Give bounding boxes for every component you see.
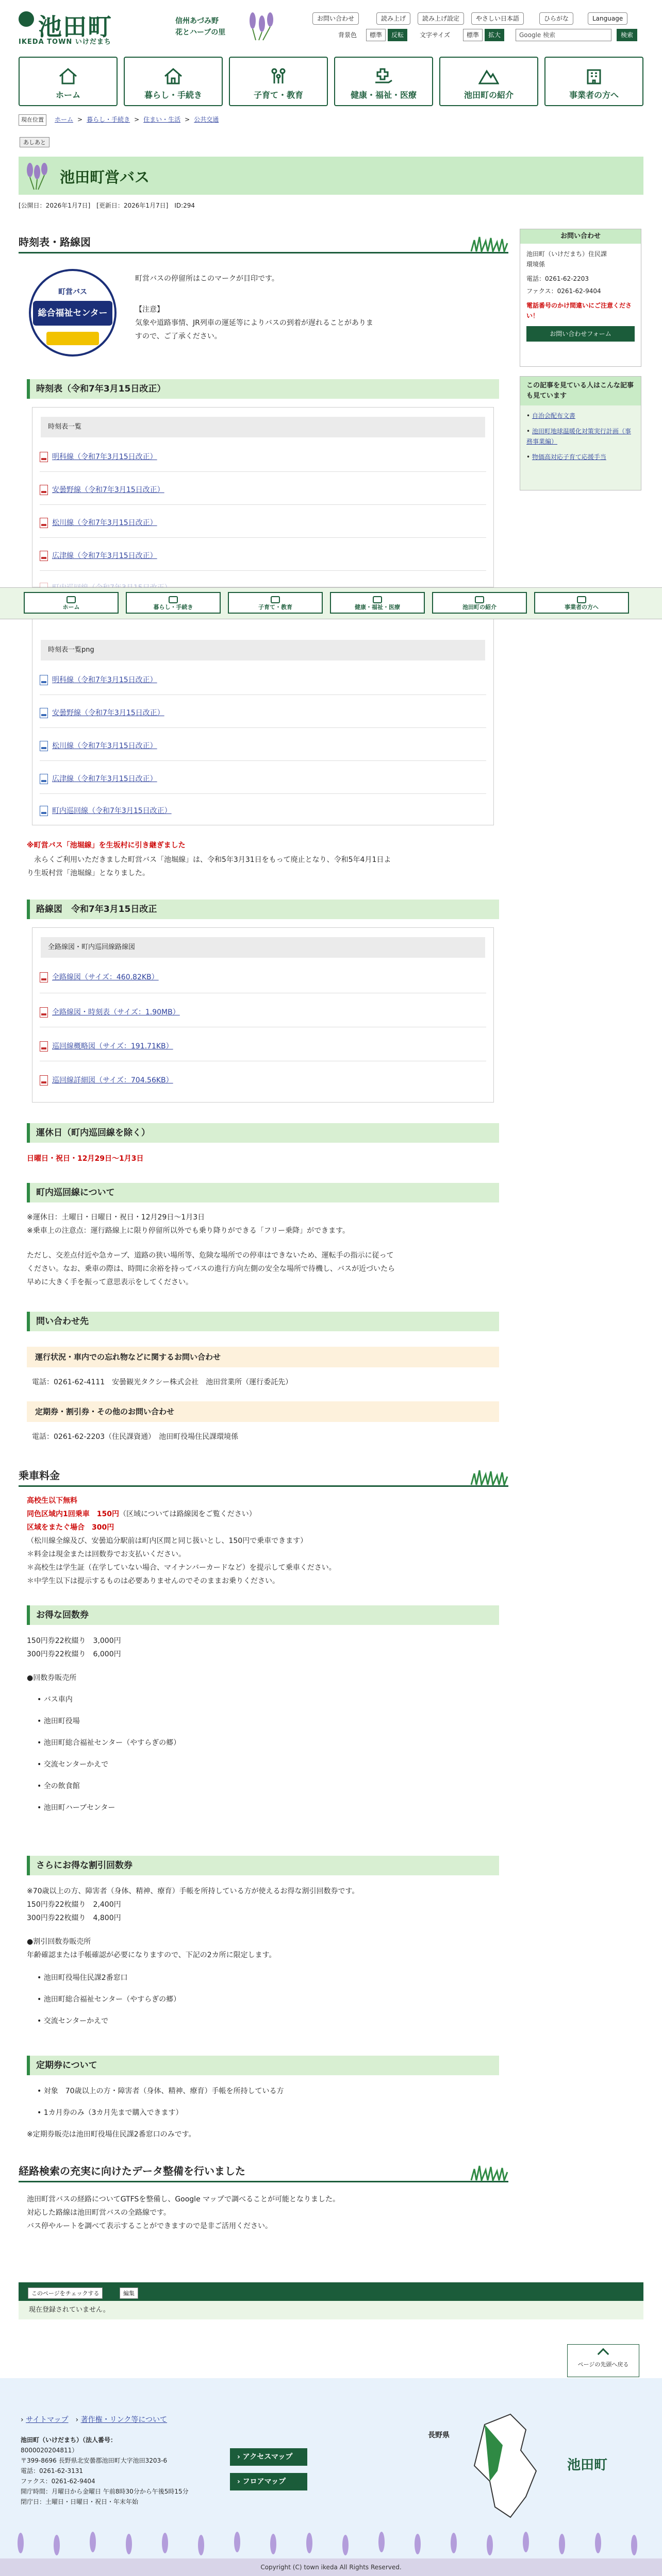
notice-text: 永らくご利用いただきました町営バス「池堀線」は、令和5年3月31日をもって廃止となり、令和5年4月1日よ (27, 856, 391, 864)
health-hand-icon (373, 67, 394, 86)
pdf-icon (40, 518, 48, 528)
lavender-field-decoration-icon (0, 2528, 662, 2558)
pdf-icon (40, 1007, 48, 1018)
list-item: • 池田町役場 (37, 1717, 80, 1725)
sidebar-related (520, 376, 641, 490)
bg-standard-button[interactable]: 標準 (366, 29, 386, 41)
image-file-icon (40, 806, 48, 816)
related-link[interactable]: • 物価高対応子育て応援手当 (526, 453, 606, 461)
contact-tel: 電話：0261-62-2203（住民課資通） 池田町役場住民課環境係 (32, 1433, 239, 1441)
pdf-icon (40, 972, 48, 982)
bus-stop-text: 町営バスの停留所はこのマークが目印です。 (135, 275, 279, 283)
image-file-icon (40, 708, 48, 718)
bg-invert-button[interactable]: 反転 (388, 29, 407, 41)
contact-fax: ファクス：0261-62-9404 (526, 287, 601, 295)
bg-color-label: 背景色 (338, 31, 357, 39)
list-item: • 交流センターかえで (37, 2017, 109, 2025)
sticky-nav-business[interactable]: 事業者の方へ (534, 592, 629, 614)
town-emblem-icon (19, 11, 34, 27)
holiday-text: 日曜日・祝日・12月29日～1月3日 (27, 1155, 144, 1163)
copyright-link[interactable]: 著作権・リンク等について (80, 2416, 168, 2424)
site-footer (0, 2378, 662, 2576)
contact-warning: 電話番号のかけ間違いにご注意ください！ (526, 302, 632, 319)
check-status: 現在登録されていません。 (19, 2301, 643, 2319)
junkai-text: ※乗車上の注意点：運行路線上に限り停留所以外でも乗り降りができる「フリー乗降」ができます。 (27, 1227, 350, 1235)
town-location-map-icon (454, 2409, 577, 2528)
sitemap-link[interactable]: サイトマップ (26, 2416, 69, 2424)
timetable-list-panel (32, 407, 494, 587)
sidebar-contact (520, 229, 641, 367)
search-input[interactable]: Google 検索 (516, 29, 611, 41)
png-link[interactable]: 安曇野線（令和7年3月15日改正） (40, 707, 164, 719)
pdf-icon (40, 1075, 48, 1086)
contact-tel: 電話：0261-62-4111 安曇観光タクシー株式会社 池田営業所（運行委託先） (32, 1378, 293, 1386)
list-item: • 交流センターかえで (37, 1760, 109, 1769)
contact-dept: 環境係 (526, 261, 545, 268)
junkai-text: ください。なお、乗車の際は、時間に余裕を持ってバスの進行方向左側の安全な場所で待機し、バスが近づいたら (27, 1265, 395, 1273)
fare-line: （松川線全線及び、安曇追分駅前は町内区間と同じ扱いとし、150円で乗車できます） (27, 1537, 308, 1545)
sticky-nav-about[interactable]: 池田町の紹介 (432, 592, 527, 614)
related-heading: この記事を見ている人はこんな記事も見ています (520, 377, 641, 405)
sticky-nav-life[interactable]: 暮らし・手続き (126, 592, 221, 614)
fare-line: ＊料金は現金または回数券でお支払いください。 (27, 1550, 186, 1558)
gtfs-text: バス停やルートを調べて表示することができますので是非ご活用ください。 (27, 2222, 272, 2230)
home-life-icon (163, 67, 184, 86)
contact-subheading: 定期券・割引券・その他のお問い合わせ (27, 1401, 499, 1422)
check-page-button[interactable]: このページをチェックする (28, 2287, 103, 2299)
page-title: 池田町営バス (60, 168, 150, 186)
gtfs-text: 対応した路線は池田町営バスの全路線です。 (27, 2209, 171, 2217)
pdf-link[interactable]: 広津線（令和7年3月15日改正） (40, 550, 157, 562)
list-item: • 池田町総合福祉センター（やすらぎの郷） (37, 1995, 181, 2004)
image-file-icon (40, 675, 48, 685)
family-icon (268, 67, 289, 86)
section-heading: 乗車料金 (19, 1466, 508, 1487)
fare-line: 同色区域内1回乗車 150円（区域については路線図をご覧ください） (27, 1510, 256, 1518)
breadcrumb-life[interactable]: 暮らし・手続き (87, 116, 130, 123)
grass-decoration-icon (470, 235, 508, 252)
list-heading: 時刻表一覧png (41, 640, 485, 660)
timetable-png-panel (32, 619, 494, 825)
footer-links: › サイトマップ › 著作権・リンク等について (21, 2416, 168, 2424)
discount-sales-heading: ●割引回数券販売所 (27, 1938, 91, 1946)
prefecture-label: 長野県 (428, 2431, 450, 2439)
gtfs-text: 池田町営バスの経路についてGTFSを整備し、Google マップで調べることが可能となりました。 (27, 2195, 340, 2204)
contact-subheading: 運行状況・車内での忘れ物などに関するお問い合わせ (27, 1347, 499, 1367)
home-life-icon (169, 596, 178, 603)
lavender-icon (22, 161, 51, 191)
pdf-link[interactable]: 全路線図（サイズ：460.82KB） (40, 971, 159, 984)
lavender-icon (242, 10, 278, 41)
access-map-button[interactable]: › アクセスマップ (230, 2448, 307, 2466)
nav-home[interactable]: ホーム (19, 57, 118, 106)
image-file-icon (40, 741, 48, 751)
back-to-top-button[interactable]: ページの先頭へ戻る (567, 2344, 639, 2377)
contact-link[interactable]: お問い合わせ (312, 12, 359, 25)
pdf-link[interactable]: 安曇野線（令和7年3月15日改正） (40, 484, 164, 496)
house-icon (58, 67, 78, 86)
list-item: • 全の飲食館 (37, 1782, 80, 1790)
related-link[interactable]: • 自治会配布文書 (526, 412, 575, 419)
sticky-nav-child[interactable]: 子育て・教育 (228, 592, 323, 614)
read-aloud-link[interactable]: 読み上げ (376, 12, 410, 25)
route-transfer-notice: ※町営バス「池堀線」を生坂村に引き継ぎました (27, 841, 186, 850)
nav-about[interactable]: 池田町の紹介 (439, 57, 538, 106)
junkai-text: 早めに大きく手を振って意思表示をしてください。 (27, 1278, 193, 1286)
page-title-bar (19, 157, 643, 195)
family-icon (271, 596, 280, 603)
pdf-link[interactable]: 巡回線概略図（サイズ：191.71KB） (40, 1040, 173, 1053)
publish-dates: [公開日：2026年1月7日] [更新日：2026年1月7日] ID:294 (19, 202, 195, 209)
pdf-link[interactable]: 巡回線詳細図（サイズ：704.56KB） (40, 1074, 173, 1087)
pdf-link[interactable]: 松川線（令和7年3月15日改正） (40, 517, 157, 529)
grass-decoration-icon (470, 2164, 508, 2181)
png-link[interactable]: 明科線（令和7年3月15日改正） (40, 674, 157, 686)
commuter-pass-note: ※定期券販売は池田町役場住民課2番窓口のみです。 (27, 2130, 196, 2139)
page-check-bar (19, 2282, 643, 2301)
section-heading: 時刻表・路線図 (19, 233, 508, 253)
site-logo[interactable]: 池田町 (38, 13, 112, 41)
junkai-text: ※運休日：土曜日・日曜日・祝日・12月29日～1月3日 (27, 1213, 205, 1222)
list-item: • 対象 70歳以上の方・障害者（身体、精神、療育）手帳を所持している方 (37, 2087, 284, 2095)
breadcrumb-transport[interactable]: 公共交通 (194, 116, 219, 123)
building-icon (584, 67, 604, 86)
list-heading: 時刻表一覧 (41, 417, 485, 437)
ticket-sales-heading: ●回数券販売所 (27, 1674, 77, 1682)
route-map-heading: 路線図 令和7年3月15日改正 (27, 900, 499, 919)
ticket-heading: お得な回数券 (27, 1605, 499, 1625)
logo-subtitle: IKEDA TOWN いけだまち (19, 38, 111, 46)
note-heading: 【注意】 (135, 306, 164, 314)
nav-child[interactable]: 子育て・教育 (229, 57, 328, 106)
hiragana-link[interactable]: ひらがな (539, 12, 573, 25)
bus-stop-mark-image: 町営バス 総合福祉センター (29, 269, 117, 357)
fare-line: ＊高校生は学生証（在学していない場合、マイナンバーカードなど）を提示して乗車ください。 (27, 1564, 336, 1572)
pdf-icon (40, 485, 48, 495)
font-size-label: 文字サイズ (420, 31, 451, 39)
timetable-heading: 時刻表（令和7年3月15日改正） (27, 379, 499, 399)
copyright: Copyright (C) town ikeda All Rights Reserved. (0, 2558, 662, 2576)
pdf-icon (40, 1041, 48, 1052)
mountain-icon (478, 67, 499, 86)
holiday-heading: 運休日（町内巡回線を除く） (27, 1123, 499, 1143)
footer-address: 池田町（いけだまち）（法人番号： 8000020204811） 〒399-8696 長野県北安曇郡池田町大字池田3203-6 電話：0261-62-3131 ファクス：0261-62-9404 開庁時間：月曜日から金曜日 午前8時30分から午後5時15分 閉庁日：土曜日・日曜日・祝日・年末年始 (21, 2436, 189, 2505)
png-link[interactable]: 広津線（令和7年3月15日改正） (40, 773, 157, 785)
edit-button[interactable]: 編集 (120, 2287, 138, 2299)
grass-decoration-icon (470, 1468, 508, 1486)
town-label: 池田町 (567, 2458, 608, 2473)
up-arrow-icon (598, 2348, 609, 2360)
pdf-icon (40, 551, 48, 561)
font-large-button[interactable]: 拡大 (485, 29, 504, 41)
contact-form-button[interactable]: お問い合わせフォーム (526, 326, 635, 342)
list-heading: 全路線図・町内巡回線路線図 (41, 937, 485, 958)
discount-heading: さらにお得な割引回数券 (27, 1856, 499, 1875)
png-link[interactable]: 町内巡回線（令和7年3月15日改正） (40, 805, 172, 817)
contact-org: 池田町（いけだまち）住民課 (526, 250, 607, 258)
note-line: 気象や道路事情、JR列車の運延等によりバスの到着が遅れることがありま (135, 319, 373, 327)
building-icon (577, 596, 586, 603)
list-item: • 池田町役場住民課2番窓口 (37, 1974, 128, 1982)
nav-business[interactable]: 事業者の方へ (544, 57, 643, 106)
breadcrumb: 現在位置 ホーム > 暮らし・手続き > 住まい・生活 > 公共交通 (19, 114, 223, 126)
house-icon (67, 596, 76, 603)
list-item: • 1カ月券のみ（3カ月先まで購入できます） (37, 2109, 183, 2117)
health-hand-icon (373, 596, 382, 603)
discount-price: 150円券22枚綴り 2,400円 (27, 1901, 121, 1909)
font-standard-button[interactable]: 標準 (463, 29, 483, 41)
list-item: • 池田町総合福祉センター（やすらぎの郷） (37, 1739, 181, 1747)
nav-health[interactable]: 健康・福祉・医療 (334, 57, 433, 106)
sticky-nav-health[interactable]: 健康・福祉・医療 (330, 592, 425, 614)
image-file-icon (40, 774, 48, 784)
fare-free: 高校生以下無料 (27, 1497, 77, 1505)
discount-price: 300円券22枚綴り 4,800円 (27, 1914, 121, 1922)
junkai-text: ただし、交差点付近や急カーブ、道路の狭い場所等、危険な場所での停車はできないため、運転手の指示に従って (27, 1251, 394, 1260)
easy-japanese-link[interactable]: やさしい日本語 (471, 12, 524, 25)
commuter-pass-heading: 定期券について (27, 2056, 499, 2075)
png-link[interactable]: 松川線（令和7年3月15日改正） (40, 740, 157, 752)
fare-cross: 区域をまたぐ場合 300円 (27, 1523, 114, 1532)
logo-tagline: 信州あづみ野 花とハーブの里 (175, 17, 226, 37)
sidebar-contact-heading: お問い合わせ (520, 229, 641, 244)
discount-text: ※70歳以上の方、障害者（身体、精神、療育）手帳を所持している方が使えるお得な割引回数券です。 (27, 1887, 359, 1895)
breadcrumb-home[interactable]: ホーム (55, 116, 74, 123)
ticket-price: 300円券22枚綴り 6,000円 (27, 1650, 121, 1658)
discount-text: 年齢確認または手帳確認が必要になりますので、下記の2カ所に限定します。 (27, 1951, 276, 1959)
route-map-panel (32, 927, 494, 1103)
read-aloud-settings-link[interactable]: 読み上げ設定 (418, 12, 464, 25)
note-line: すので、ご了承ください。 (135, 332, 222, 341)
section-heading: 経路検索の充実に向けたデータ整備を行いました (19, 2162, 508, 2182)
sticky-nav-home[interactable]: ホーム (24, 592, 119, 614)
mountain-icon (475, 596, 484, 603)
pdf-link[interactable]: 全路線図・時刻表（サイズ：1.90MB） (40, 1006, 180, 1019)
related-link[interactable]: • 池田町地球温暖化対策実行計画（事務事業編） (526, 428, 631, 445)
breadcrumb-living[interactable]: 住まい・生活 (143, 116, 181, 123)
ticket-price: 150円券22枚綴り 3,000円 (27, 1637, 121, 1645)
pdf-icon (40, 452, 48, 462)
junkai-heading: 町内巡回線について (27, 1183, 499, 1202)
footprint-tag: あしあと (20, 137, 49, 147)
sticky-nav (0, 587, 662, 619)
notice-text: り生坂村営「池堀線」となりました。 (27, 869, 150, 877)
pdf-link[interactable]: 明科線（令和7年3月15日改正） (40, 451, 157, 463)
list-item: • 池田町ハーブセンター (37, 1804, 115, 1812)
nav-life[interactable]: 暮らし・手続き (124, 57, 223, 106)
contact-heading: 問い合わせ先 (27, 1312, 499, 1331)
floor-map-button[interactable]: › フロアマップ (230, 2473, 307, 2490)
contact-tel: 電話：0261-62-2203 (526, 275, 589, 282)
list-item: • バス車内 (37, 1696, 73, 1704)
search-button[interactable]: 検索 (617, 29, 637, 41)
language-link[interactable]: Language (588, 12, 627, 25)
fare-line: ＊中学生以下は提示するものは必要ありませんのでそのままお乗りください。 (27, 1577, 279, 1585)
